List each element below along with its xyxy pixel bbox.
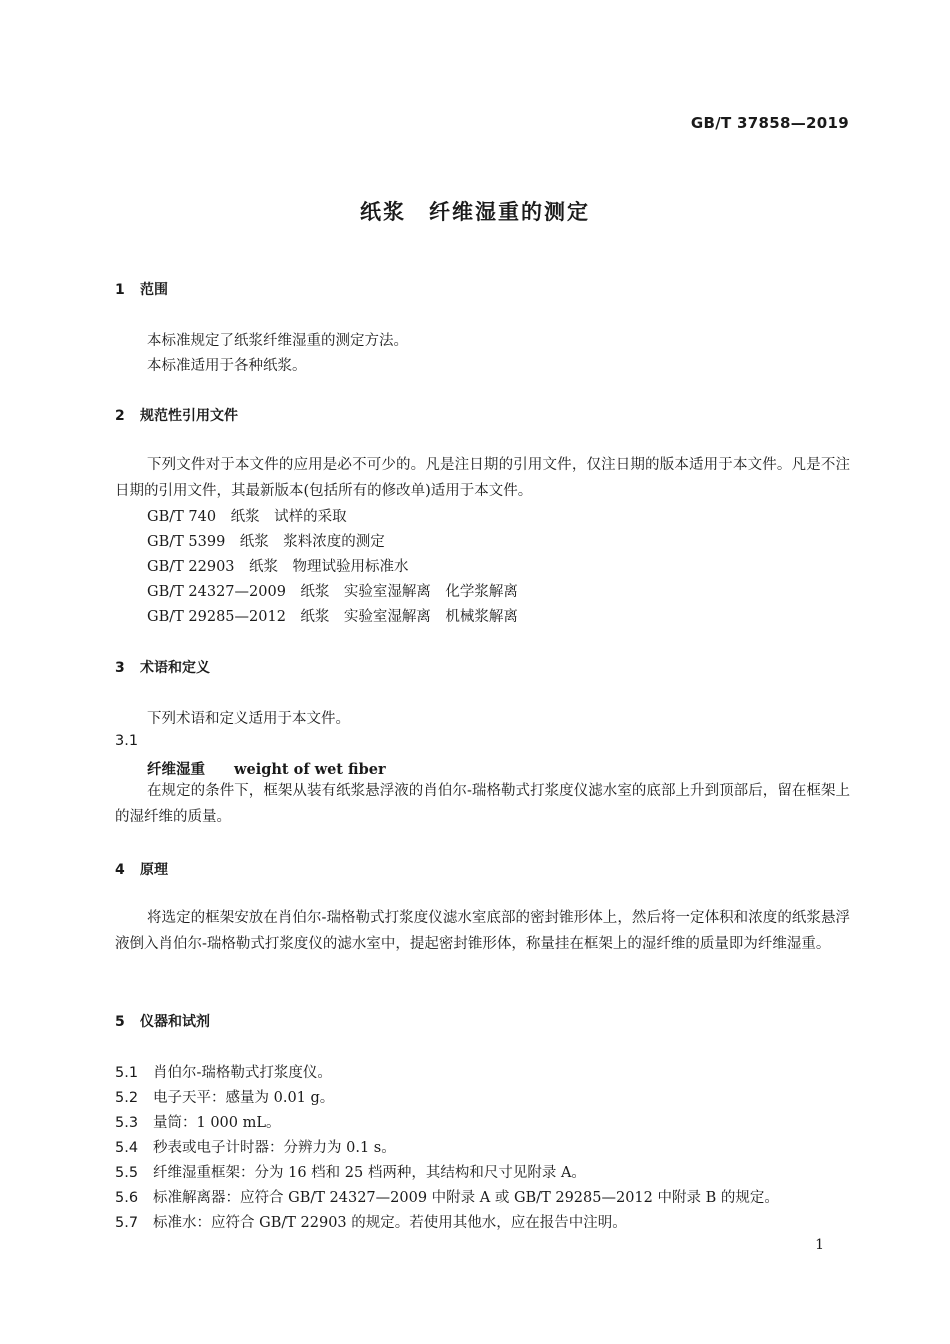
reference-item: GB/T 740 纸浆 试样的采取 xyxy=(147,509,347,525)
item-number: 5.6 xyxy=(115,1190,139,1206)
item-text: 纤维湿重框架：分为 16 档和 25 档两种，其结构和尺寸见附录 A。 xyxy=(153,1165,586,1181)
page-number: 1 xyxy=(815,1237,824,1253)
section-4-heading xyxy=(115,859,168,879)
standard-number: GB/T 37858—2019 xyxy=(690,114,849,132)
item-number: 5.3 xyxy=(115,1115,139,1131)
term-entry xyxy=(147,758,386,779)
term-english: weight of wet fiber xyxy=(234,761,386,778)
term-chinese: 纤维湿重 xyxy=(147,762,205,778)
apparatus-item xyxy=(115,1211,627,1232)
apparatus-item xyxy=(115,1161,586,1182)
normative-references-intro: 下列文件对于本文件的应用是必不可少的。凡是注日期的引用文件，仅注日期的版本适用于本文件。凡是不注日期的引用文件，其最新版本(包括所有的修改单)适用于本文件。 xyxy=(115,457,850,499)
section-title: 范围 xyxy=(140,282,168,298)
section-3-heading xyxy=(115,657,210,677)
item-text: 秒表或电子计时器：分辨力为 0.1 s。 xyxy=(153,1140,396,1156)
section-5-heading xyxy=(115,1011,210,1031)
section-1-heading xyxy=(115,279,168,299)
apparatus-item xyxy=(115,1136,396,1157)
section-title: 仪器和试剂 xyxy=(140,1014,210,1030)
scope-line-1: 本标准规定了纸浆纤维湿重的测定方法。 xyxy=(147,333,408,349)
principle-text: 将选定的框架安放在肖伯尔-瑞格勒式打浆度仪滤水室底部的密封锥形体上，然后将一定体积和浓度的纸浆悬浮液倒入肖伯尔-瑞格勒式打浆度仪的滤水室中，提起密封锥形体，称量挂在框架上的湿纤维的质量即为纤维湿重。 xyxy=(115,910,850,952)
item-text: 量筒：1 000 mL。 xyxy=(153,1115,281,1131)
apparatus-item xyxy=(115,1186,779,1207)
scope-line-2: 本标准适用于各种纸浆。 xyxy=(147,358,307,374)
reference-item: GB/T 22903 纸浆 物理试验用标准水 xyxy=(147,559,409,575)
terms-intro: 下列术语和定义适用于本文件。 xyxy=(147,711,350,727)
item-number: 5.2 xyxy=(115,1090,139,1106)
apparatus-item xyxy=(115,1061,332,1082)
item-number: 5.4 xyxy=(115,1140,139,1156)
section-number: 2 xyxy=(115,408,125,424)
item-text: 标准水：应符合 GB/T 22903 的规定。若使用其他水，应在报告中注明。 xyxy=(153,1215,627,1231)
item-text: 电子天平：感量为 0.01 g。 xyxy=(153,1090,335,1106)
item-text: 肖伯尔-瑞格勒式打浆度仪。 xyxy=(153,1065,332,1081)
item-number: 5.5 xyxy=(115,1165,139,1181)
section-number: 1 xyxy=(115,282,125,298)
section-number: 5 xyxy=(115,1014,125,1030)
reference-item: GB/T 24327—2009 纸浆 实验室湿解离 化学浆解离 xyxy=(147,584,518,600)
section-title: 术语和定义 xyxy=(140,660,210,676)
item-text: 标准解离器：应符合 GB/T 24327—2009 中附录 A 或 GB/T 29285—2012 中附录 B 的规定。 xyxy=(153,1190,779,1206)
reference-item: GB/T 5399 纸浆 浆料浓度的测定 xyxy=(147,534,385,550)
apparatus-item xyxy=(115,1086,334,1107)
section-number: 4 xyxy=(115,862,125,878)
section-title: 原理 xyxy=(140,862,168,878)
item-number: 5.1 xyxy=(115,1065,139,1081)
term-definition: 在规定的条件下，框架从装有纸浆悬浮液的肖伯尔-瑞格勒式打浆度仪滤水室的底部上升到顶部后，留在框架上的湿纤维的质量。 xyxy=(115,783,850,825)
section-title: 规范性引用文件 xyxy=(140,408,238,424)
section-number: 3 xyxy=(115,660,125,676)
section-2-heading xyxy=(115,405,238,425)
reference-item: GB/T 29285—2012 纸浆 实验室湿解离 机械浆解离 xyxy=(147,609,518,625)
document-title: 纸浆 纤维湿重的测定 xyxy=(360,200,590,224)
apparatus-item xyxy=(115,1111,281,1132)
term-number: 3.1 xyxy=(115,733,139,749)
item-number: 5.7 xyxy=(115,1215,139,1231)
